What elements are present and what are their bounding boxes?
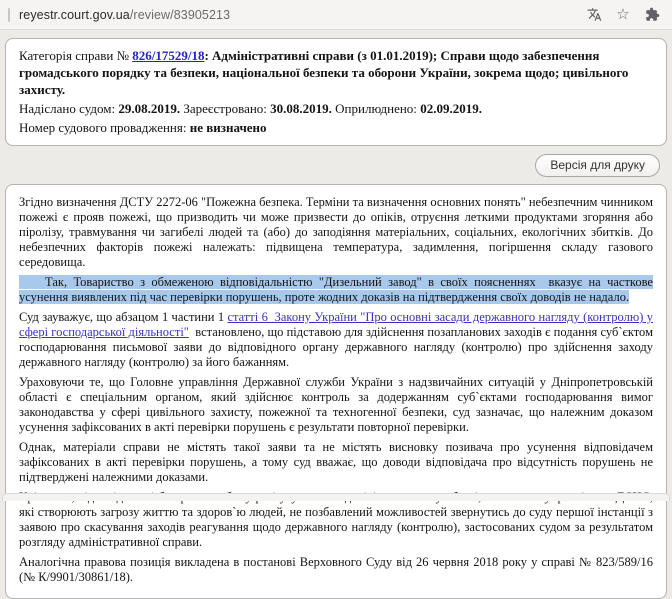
print-version-button[interactable]: Версія для друку [535, 154, 660, 177]
case-metadata-card [5, 38, 667, 146]
toolbar-row [5, 146, 667, 184]
sent-label: Надіслано судом: [19, 101, 116, 116]
url-domain: reyestr.court.gov.ua [19, 7, 130, 22]
case-dates-line [19, 100, 653, 117]
bookmark-star-icon[interactable]: ☆ [616, 6, 630, 23]
category-label: Категорія справи № [19, 48, 129, 63]
statute-article-link[interactable]: статті 6 Закону України "Про основні засади державного нагляду (контролю) у сфері господарської діяльності" [19, 310, 653, 339]
page-content [0, 30, 672, 599]
proceeding-value: не визначено [189, 120, 267, 135]
registered-date: 30.08.2019. [270, 101, 332, 116]
case-category-line [19, 47, 653, 98]
decision-paragraph-6: які створюють загрозу життю та здоров`ю людей, не позбавлений можливостей звернутись до суду першої інстанції з заявою про скасування заходів реагування щодо державного нагляду (контролю), застосованих судом за результатом розгляду адміністративної справи. [19, 505, 653, 549]
published-date: 02.09.2019. [420, 101, 482, 116]
category-value: : Адміністративні справи (з 01.01.2019); Справи щодо забезпечення громадського порядку та безпеки, національної безпеки та оборони України, зокрема щодо; цивільного захисту. [19, 48, 629, 97]
decision-paragraph-4: Ураховуючи те, що Головне управління Державної служби України з надзвичайних ситуацій у Дніпропетровській області є спеціальним органом, який здійснює контроль за додержанням суб`єктами господарювання вимог законодавства у сфері цивільного захисту, пожежної та техногенної безпеки, суд зазначає, що належним доказом усунення зафіксованих в акті перевірки порушень є результати повторної перевірки. [19, 375, 653, 434]
next-section-edge [2, 493, 670, 501]
address-bar-actions [586, 7, 664, 23]
paragraph-3-text-before: Суд зауважує, що абзацом 1 частини 1 [19, 310, 228, 324]
extension-icon[interactable] [644, 7, 660, 23]
decision-paragraph-5: Однак, матеріали справи не містять такої заяви та не містять висновку позивача про усунення відповідачем зафіксованих в акті перевірки порушень, а тому суд вважає, що доводи відповідача про відсутність порушень не підтверджені належними доказами. [19, 440, 653, 484]
paragraph-3-text-after: встановлено, що підставою для здійснення позапланових заходів є подання суб`єктом господарювання письмової заяви до відповідного органу державного нагляду (контролю) про здійснення заходу державного нагляду (контролю) за його бажанням. [19, 325, 653, 369]
decision-paragraph-7: Аналогічна правова позиція викладена в постанові Верховного Суду від 26 червня 2018 року у справі № 823/589/16 (№ К/9901/30861/18). [19, 555, 653, 584]
registered-label: Зареєстровано: [183, 101, 267, 116]
decision-paragraph-2 [19, 275, 653, 305]
decision-paragraph-1: Згідно визначення ДСТУ 2272-06 "Пожежна безпека. Терміни та визначення основних понять" небезпечним чинником пожежі є прояв пожежі, що призводить чи може призвести до опіків, отруєння леткими продуктами згоряння або піролізу, травмування чи загибелі людей та (або) до заподіяння матеріальних, соціальних, екологічних збитків. До небезпечних факторів пожежі належать: підвищена температура, задимлення, погіршення складу газового середовища. [19, 195, 653, 269]
translate-icon[interactable] [586, 7, 602, 23]
browser-address-bar [0, 0, 672, 30]
sent-date: 29.08.2019. [118, 101, 181, 116]
url-input[interactable] [19, 8, 586, 22]
case-proceeding-line [19, 119, 653, 136]
decision-paragraph-3 [19, 310, 653, 370]
case-number-link[interactable]: 826/17529/18 [132, 48, 205, 63]
proceeding-label: Номер судового провадження: [19, 120, 187, 135]
address-bar-divider [8, 8, 10, 22]
selected-text-highlight: Так, Товариство з обмеженою відповідальністю "Дизельний завод" в своїх поясненнях вказує на часткове усунення виявлених під час перевірки порушень, проте жодних доказів на підтвердження своїх доводів не надало. [19, 275, 653, 304]
decision-text-card [5, 184, 667, 599]
published-label: Оприлюднено: [335, 101, 417, 116]
url-path: /review/83905213 [129, 7, 231, 22]
